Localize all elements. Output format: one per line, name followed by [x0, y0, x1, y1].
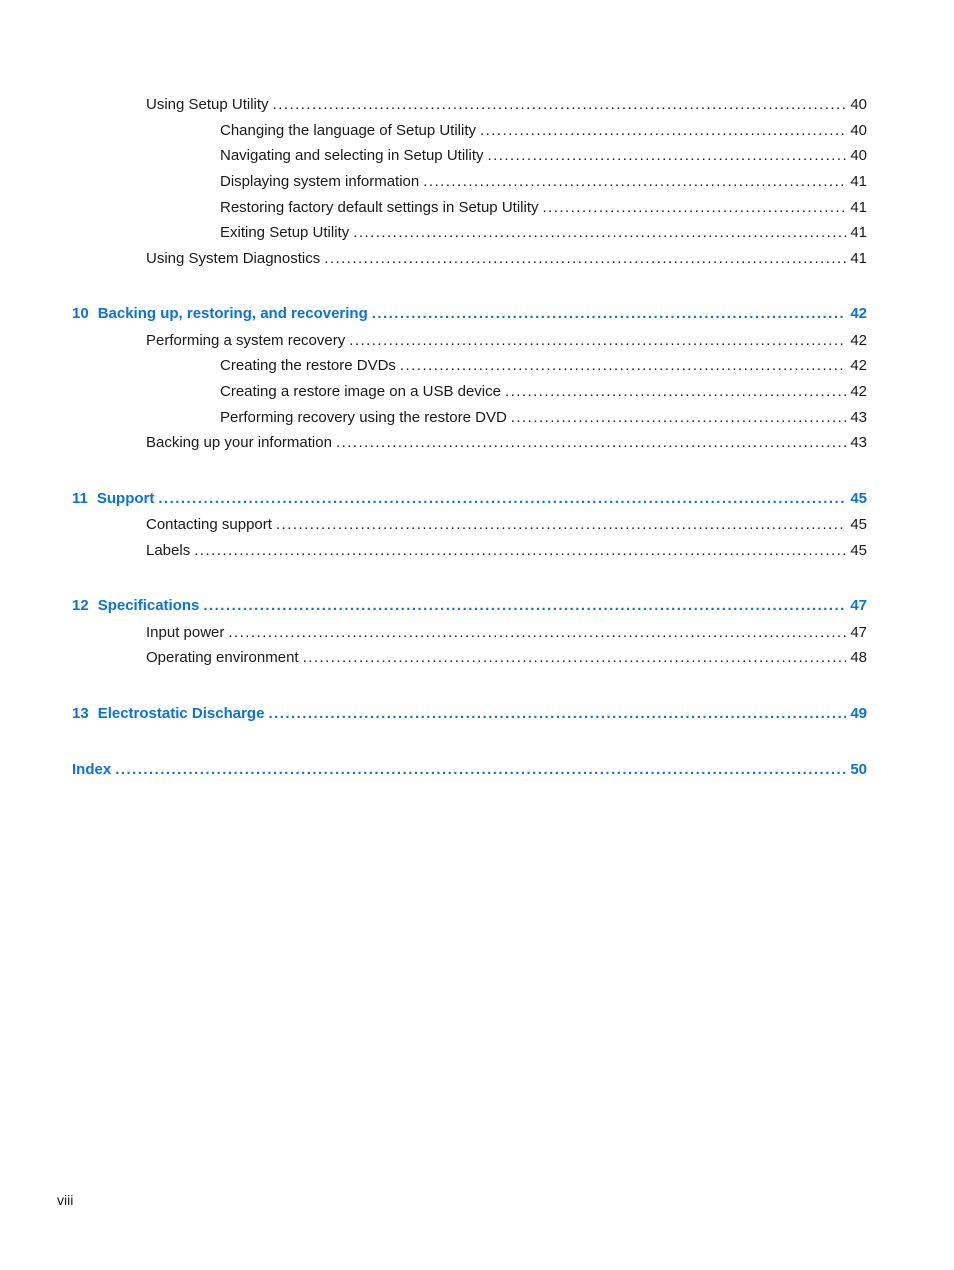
dot-leader — [336, 433, 846, 453]
toc-chapter-10-link[interactable] — [72, 304, 867, 324]
toc-chapter-11-link[interactable] — [72, 489, 867, 509]
chapter-title: Electrostatic Discharge — [97, 705, 265, 722]
chapter-page: 49 — [850, 705, 867, 722]
toc-entry-title: Changing the language of Setup Utility — [220, 122, 477, 139]
toc-entry-input-power[interactable] — [146, 623, 867, 643]
toc-entry-title: Performing recovery using the restore DVD — [220, 409, 507, 426]
dot-leader — [276, 515, 846, 535]
index-page: 50 — [850, 761, 867, 778]
footer-page-number: viii — [57, 1192, 74, 1208]
toc-entry-contacting-support[interactable] — [146, 515, 867, 535]
dot-leader — [303, 648, 847, 668]
toc-entry-title: Input power — [146, 624, 225, 641]
chapter-page: 45 — [850, 490, 867, 507]
dot-leader — [158, 489, 846, 509]
toc-entry-page: 40 — [850, 147, 867, 164]
toc-entry-page: 40 — [850, 122, 867, 139]
chapter-title: Specifications — [97, 597, 200, 614]
chapter-number: 11 — [72, 490, 88, 507]
toc-entry-page: 41 — [850, 199, 867, 216]
toc-entry-title: Contacting support — [146, 516, 272, 533]
toc-entry-recovery-restore-dvd[interactable] — [220, 408, 867, 428]
dot-leader — [115, 760, 846, 780]
toc-entry-page: 45 — [850, 516, 867, 533]
toc-entry-navigating-selecting[interactable] — [220, 146, 867, 166]
toc-entry-page: 47 — [850, 624, 867, 641]
chapter-title: Backing up, restoring, and recovering — [97, 305, 368, 322]
dot-leader — [480, 121, 846, 141]
dot-leader — [203, 596, 846, 616]
toc-entry-title: Exiting Setup Utility — [220, 224, 350, 241]
dot-leader — [353, 223, 846, 243]
toc-entry-changing-language[interactable] — [220, 121, 867, 141]
toc-chapter-13-link[interactable] — [72, 704, 867, 724]
toc-entry-displaying-system-info[interactable] — [220, 172, 867, 192]
chapter-title: Support — [96, 490, 155, 507]
dot-leader — [372, 304, 847, 324]
toc-entry-using-setup-utility[interactable] — [146, 95, 867, 115]
dot-leader — [228, 623, 846, 643]
toc-entry-title: Restoring factory default settings in Setup Utility — [220, 199, 539, 216]
toc-entry-page: 41 — [850, 173, 867, 190]
toc-entry-title: Labels — [146, 542, 191, 559]
toc-entry-page: 43 — [850, 409, 867, 426]
dot-leader — [505, 382, 846, 402]
toc-entry-page: 41 — [850, 250, 867, 267]
toc-entry-title: Creating the restore DVDs — [220, 357, 396, 374]
toc-chapter-12-link[interactable] — [72, 596, 867, 616]
toc-entry-title: Backing up your information — [146, 434, 332, 451]
dot-leader — [423, 172, 846, 192]
toc-entry-page: 42 — [850, 383, 867, 400]
toc-entry-system-diagnostics[interactable] — [146, 249, 867, 269]
chapter-number: 12 — [72, 597, 89, 614]
dot-leader — [349, 331, 846, 351]
toc-entry-page: 48 — [850, 649, 867, 666]
toc-entry-page: 40 — [850, 96, 867, 113]
toc-entry-restoring-defaults[interactable] — [220, 198, 867, 218]
toc-entry-exiting-setup-utility[interactable] — [220, 223, 867, 243]
dot-leader — [194, 541, 846, 561]
toc-entry-title: Performing a system recovery — [146, 332, 346, 349]
dot-leader — [543, 198, 847, 218]
toc-entry-backing-up-info[interactable] — [146, 433, 867, 453]
toc-index-link[interactable] — [72, 760, 867, 780]
dot-leader — [324, 249, 846, 269]
chapter-page: 47 — [850, 597, 867, 614]
toc-entry-page: 42 — [850, 357, 867, 374]
chapter-number: 10 — [72, 305, 89, 322]
toc-entry-title: Operating environment — [146, 649, 299, 666]
toc-entry-restore-image-usb[interactable] — [220, 382, 867, 402]
toc-entry-page: 43 — [850, 434, 867, 451]
toc-entry-system-recovery[interactable] — [146, 331, 867, 351]
toc-entry-page: 42 — [850, 332, 867, 349]
toc-entry-title: Creating a restore image on a USB device — [220, 383, 501, 400]
toc-entry-page: 45 — [850, 542, 867, 559]
toc-entry-operating-environment[interactable] — [146, 648, 867, 668]
chapter-page: 42 — [850, 305, 867, 322]
toc-entry-title: Displaying system information — [220, 173, 420, 190]
toc-entry-page: 41 — [850, 224, 867, 241]
dot-leader — [487, 146, 846, 166]
toc-entry-labels[interactable] — [146, 541, 867, 561]
dot-leader — [268, 704, 846, 724]
toc-entry-restore-dvds[interactable] — [220, 356, 867, 376]
toc-entry-title: Using Setup Utility — [146, 96, 269, 113]
toc-entry-title: Using System Diagnostics — [146, 250, 321, 267]
chapter-number: 13 — [72, 705, 89, 722]
toc-entry-title: Navigating and selecting in Setup Utility — [220, 147, 484, 164]
index-title: Index — [72, 761, 112, 778]
dot-leader — [400, 356, 846, 376]
dot-leader — [511, 408, 847, 428]
dot-leader — [273, 95, 847, 115]
